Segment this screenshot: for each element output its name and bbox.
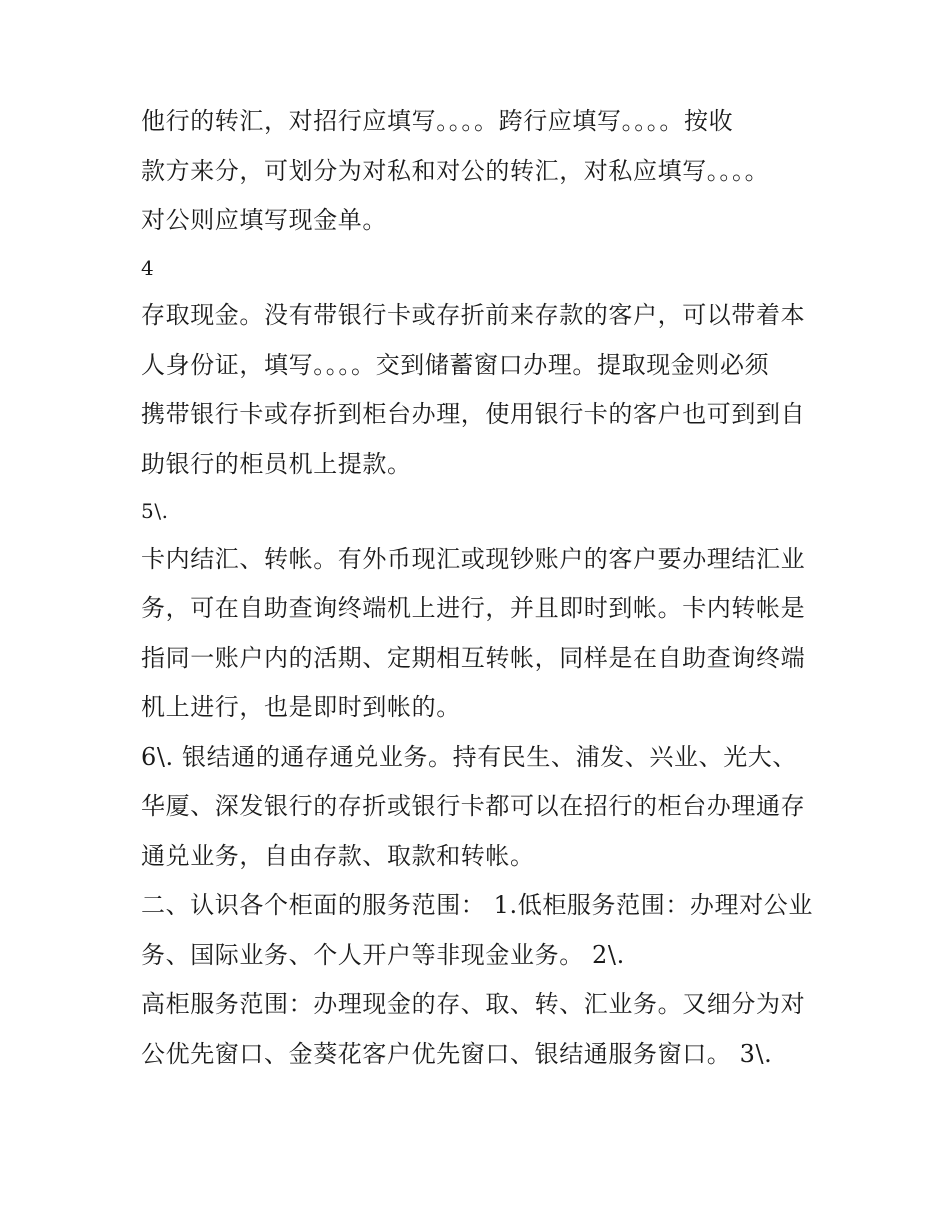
text-line: 指同一账户内的活期、定期相互转帐，同样是在自助查询终端 [141,643,806,672]
text-line: 机上进行，也是即时到帐的。 [141,693,461,721]
text-line: 高柜服务范围：办理现金的存、取、转、汇业务。又细分为对 [141,990,806,1018]
text-line: 对公则应填写现金单。 [141,206,387,234]
text-line: 携带银行卡或存折到柜台办理，使用银行卡的客户也可到到自 [141,400,806,428]
text-line: 卡内结汇、转帐。有外币现汇或现钞账户的客户要办理结汇业 [141,544,806,573]
document-page [141,106,821,1088]
text-line: 华厦、深发银行的存折或银行卡都可以在招行的柜台办理通存 [141,792,806,820]
text-line: 人身份证，填写。。。。交到储蓄窗口办理。提取现金则必须 [141,350,770,379]
text-line: 公优先窗口、金葵花客户优先窗口、银结通服务窗口。 3\. [141,1039,773,1068]
text-line: 务、国际业务、个人开户等非现金业务。 2\. [141,940,625,969]
section-number: 5\. [141,499,169,523]
text-line: 存取现金。没有带银行卡或存折前来存款的客户，可以带着本 [141,301,806,329]
text-line: 他行的转汇，对招行应填写。。。。跨行应填写。。。。按收 [141,107,734,135]
text-line: 务，可在自助查询终端机上进行，并且即时到帐。卡内转帐是 [141,594,806,622]
text-line: 二、认识各个柜面的服务范围： 1.低柜服务范围：办理对公业 [141,891,813,919]
text-line: 6\. 银结通的通存通兑业务。持有民生、浦发、兴业、光大、 [141,742,798,771]
text-line: 款方来分，可划分为对私和对公的转汇，对私应填写。。。。 [141,156,770,185]
section-number: 4 [141,255,155,280]
text-line: 通兑业务，自由存款、取款和转帐。 [141,841,535,870]
text-line: 助银行的柜员机上提款。 [141,449,412,478]
